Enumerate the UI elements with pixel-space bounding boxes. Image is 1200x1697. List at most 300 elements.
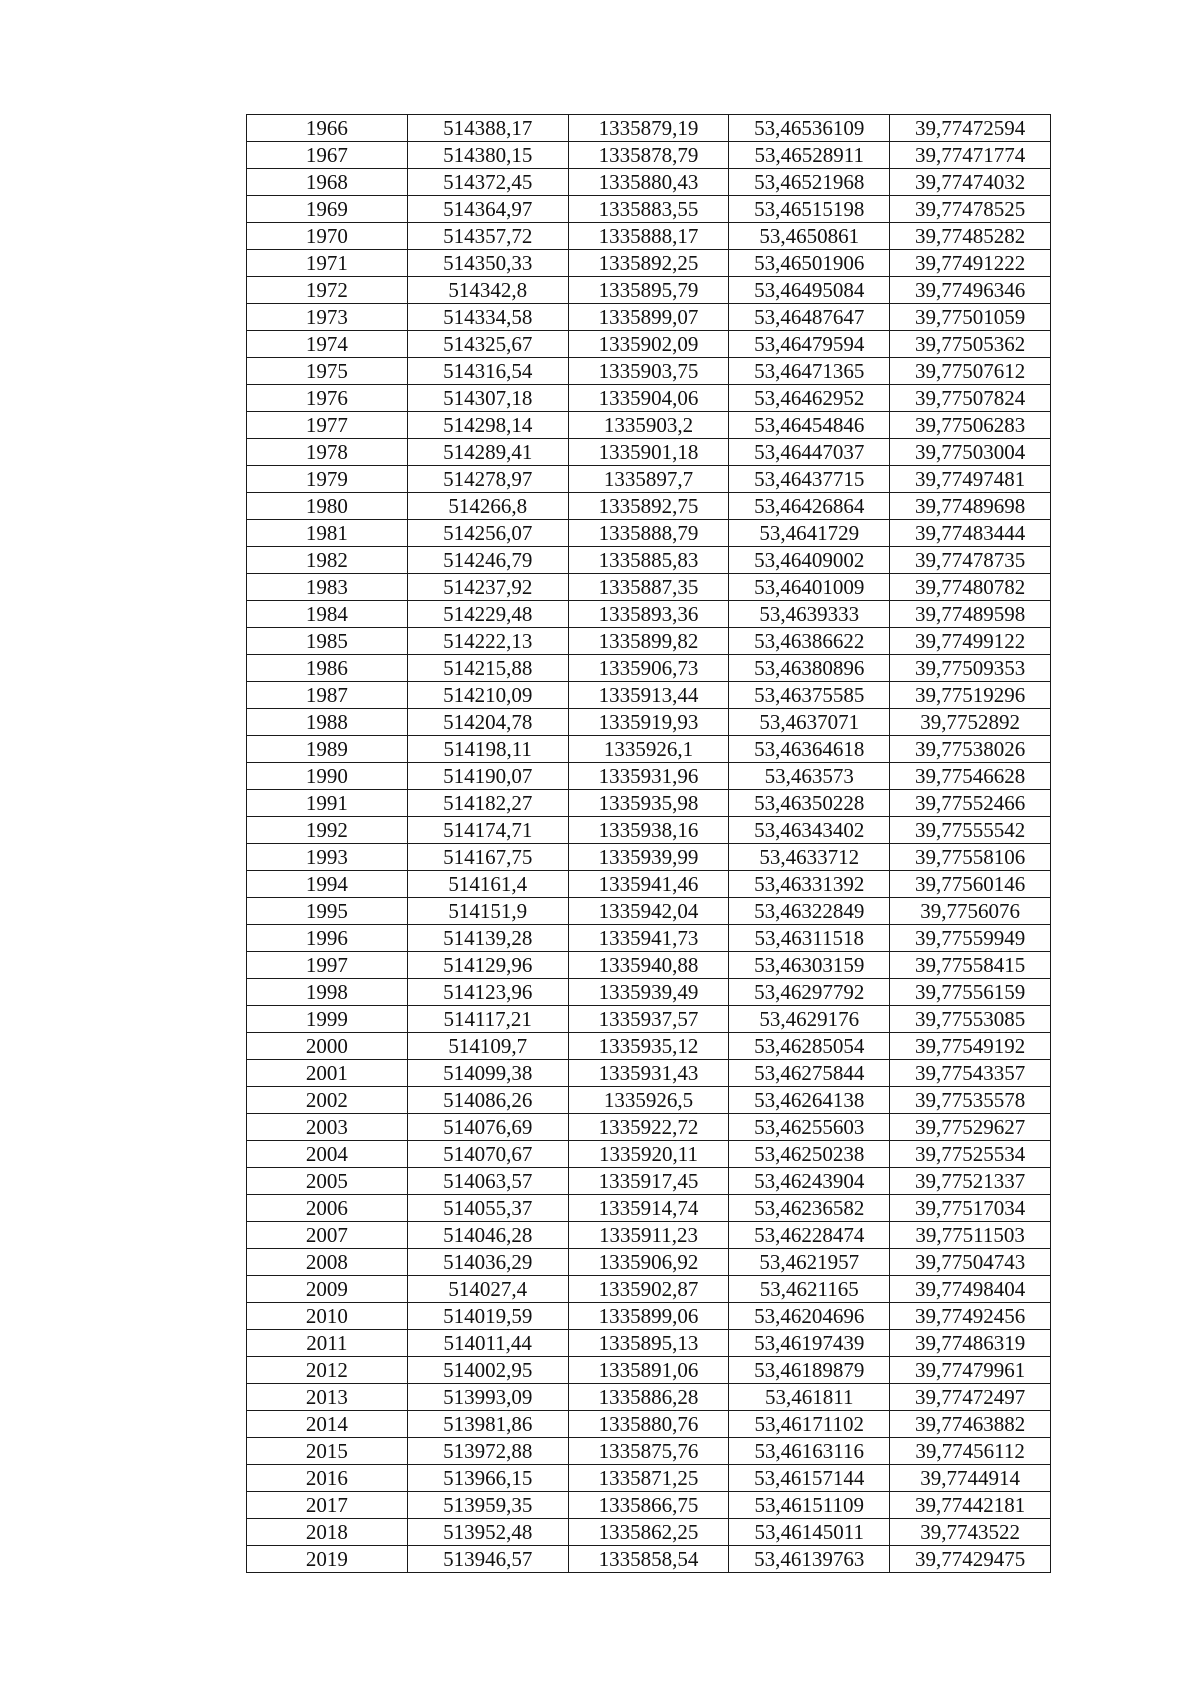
cell-point-number: 1971 <box>247 250 408 277</box>
table-row <box>247 331 1051 358</box>
cell-y: 1335904,06 <box>568 385 729 412</box>
cell-latitude: 53,46163116 <box>729 1438 890 1465</box>
cell-point-number: 1994 <box>247 871 408 898</box>
cell-longitude: 39,77479961 <box>890 1357 1051 1384</box>
table-row <box>247 1249 1051 1276</box>
cell-x: 514229,48 <box>407 601 568 628</box>
cell-y: 1335883,55 <box>568 196 729 223</box>
cell-point-number: 2015 <box>247 1438 408 1465</box>
cell-y: 1335906,73 <box>568 655 729 682</box>
cell-point-number: 2002 <box>247 1087 408 1114</box>
cell-point-number: 1977 <box>247 412 408 439</box>
cell-latitude: 53,46364618 <box>729 736 890 763</box>
cell-latitude: 53,46151109 <box>729 1492 890 1519</box>
cell-latitude: 53,46447037 <box>729 439 890 466</box>
cell-longitude: 39,77538026 <box>890 736 1051 763</box>
cell-x: 514364,97 <box>407 196 568 223</box>
cell-longitude: 39,77480782 <box>890 574 1051 601</box>
cell-x: 514298,14 <box>407 412 568 439</box>
cell-y: 1335917,45 <box>568 1168 729 1195</box>
cell-x: 514289,41 <box>407 439 568 466</box>
cell-x: 514161,4 <box>407 871 568 898</box>
cell-latitude: 53,46501906 <box>729 250 890 277</box>
cell-y: 1335880,43 <box>568 169 729 196</box>
cell-point-number: 1982 <box>247 547 408 574</box>
cell-point-number: 2014 <box>247 1411 408 1438</box>
cell-longitude: 39,77509353 <box>890 655 1051 682</box>
cell-latitude: 53,4650861 <box>729 223 890 250</box>
cell-x: 514019,59 <box>407 1303 568 1330</box>
cell-y: 1335913,44 <box>568 682 729 709</box>
cell-latitude: 53,463573 <box>729 763 890 790</box>
table-row <box>247 1195 1051 1222</box>
cell-latitude: 53,46437715 <box>729 466 890 493</box>
cell-latitude: 53,46375585 <box>729 682 890 709</box>
cell-y: 1335897,7 <box>568 466 729 493</box>
cell-y: 1335919,93 <box>568 709 729 736</box>
cell-latitude: 53,46303159 <box>729 952 890 979</box>
cell-longitude: 39,77535578 <box>890 1087 1051 1114</box>
cell-y: 1335914,74 <box>568 1195 729 1222</box>
cell-longitude: 39,77498404 <box>890 1276 1051 1303</box>
cell-y: 1335931,96 <box>568 763 729 790</box>
cell-latitude: 53,4637071 <box>729 709 890 736</box>
cell-y: 1335878,79 <box>568 142 729 169</box>
cell-x: 514086,26 <box>407 1087 568 1114</box>
cell-y: 1335891,06 <box>568 1357 729 1384</box>
cell-point-number: 1991 <box>247 790 408 817</box>
cell-point-number: 1969 <box>247 196 408 223</box>
cell-longitude: 39,77478735 <box>890 547 1051 574</box>
cell-longitude: 39,77558415 <box>890 952 1051 979</box>
table-row <box>247 1492 1051 1519</box>
cell-x: 514307,18 <box>407 385 568 412</box>
cell-latitude: 53,46331392 <box>729 871 890 898</box>
table-row <box>247 1087 1051 1114</box>
cell-point-number: 2001 <box>247 1060 408 1087</box>
cell-x: 514182,27 <box>407 790 568 817</box>
table-row <box>247 1006 1051 1033</box>
table-row <box>247 466 1051 493</box>
cell-latitude: 53,46380896 <box>729 655 890 682</box>
cell-longitude: 39,77501059 <box>890 304 1051 331</box>
cell-x: 514151,9 <box>407 898 568 925</box>
cell-point-number: 1970 <box>247 223 408 250</box>
table-row <box>247 952 1051 979</box>
table-row <box>247 979 1051 1006</box>
cell-point-number: 1984 <box>247 601 408 628</box>
cell-x: 514167,75 <box>407 844 568 871</box>
cell-y: 1335887,35 <box>568 574 729 601</box>
cell-y: 1335937,57 <box>568 1006 729 1033</box>
table-row <box>247 871 1051 898</box>
cell-latitude: 53,46197439 <box>729 1330 890 1357</box>
cell-x: 514070,67 <box>407 1141 568 1168</box>
cell-x: 514063,57 <box>407 1168 568 1195</box>
cell-x: 514316,54 <box>407 358 568 385</box>
cell-x: 514210,09 <box>407 682 568 709</box>
cell-latitude: 53,4633712 <box>729 844 890 871</box>
cell-latitude: 53,46401009 <box>729 574 890 601</box>
cell-latitude: 53,46236582 <box>729 1195 890 1222</box>
table-row <box>247 250 1051 277</box>
table-row <box>247 142 1051 169</box>
table-row <box>247 1276 1051 1303</box>
table-row <box>247 925 1051 952</box>
cell-y: 1335866,75 <box>568 1492 729 1519</box>
cell-x: 514266,8 <box>407 493 568 520</box>
table-row <box>247 1384 1051 1411</box>
table-row <box>247 439 1051 466</box>
cell-y: 1335893,36 <box>568 601 729 628</box>
cell-point-number: 2006 <box>247 1195 408 1222</box>
cell-longitude: 39,77478525 <box>890 196 1051 223</box>
cell-point-number: 1993 <box>247 844 408 871</box>
cell-y: 1335875,76 <box>568 1438 729 1465</box>
cell-point-number: 1978 <box>247 439 408 466</box>
cell-longitude: 39,77492456 <box>890 1303 1051 1330</box>
cell-latitude: 53,46515198 <box>729 196 890 223</box>
table-row <box>247 385 1051 412</box>
table-row <box>247 169 1051 196</box>
cell-longitude: 39,77503004 <box>890 439 1051 466</box>
cell-latitude: 53,4641729 <box>729 520 890 547</box>
table-row <box>247 223 1051 250</box>
cell-latitude: 53,46264138 <box>729 1087 890 1114</box>
cell-longitude: 39,77497481 <box>890 466 1051 493</box>
cell-latitude: 53,46275844 <box>729 1060 890 1087</box>
table-row <box>247 898 1051 925</box>
cell-y: 1335899,07 <box>568 304 729 331</box>
cell-y: 1335939,99 <box>568 844 729 871</box>
cell-latitude: 53,46462952 <box>729 385 890 412</box>
cell-longitude: 39,77504743 <box>890 1249 1051 1276</box>
cell-longitude: 39,77553085 <box>890 1006 1051 1033</box>
cell-latitude: 53,46297792 <box>729 979 890 1006</box>
cell-longitude: 39,77511503 <box>890 1222 1051 1249</box>
cell-latitude: 53,46386622 <box>729 628 890 655</box>
cell-point-number: 1972 <box>247 277 408 304</box>
cell-x: 514342,8 <box>407 277 568 304</box>
cell-point-number: 2013 <box>247 1384 408 1411</box>
table-row <box>247 1546 1051 1573</box>
table-row <box>247 817 1051 844</box>
table-row <box>247 736 1051 763</box>
cell-y: 1335895,13 <box>568 1330 729 1357</box>
table-row <box>247 1411 1051 1438</box>
cell-longitude: 39,77507824 <box>890 385 1051 412</box>
cell-x: 513952,48 <box>407 1519 568 1546</box>
cell-longitude: 39,77491222 <box>890 250 1051 277</box>
cell-x: 514036,29 <box>407 1249 568 1276</box>
cell-x: 514027,4 <box>407 1276 568 1303</box>
cell-point-number: 1966 <box>247 115 408 142</box>
table-row <box>247 115 1051 142</box>
cell-x: 514325,67 <box>407 331 568 358</box>
cell-latitude: 53,46487647 <box>729 304 890 331</box>
cell-latitude: 53,46528911 <box>729 142 890 169</box>
cell-x: 513993,09 <box>407 1384 568 1411</box>
cell-y: 1335941,73 <box>568 925 729 952</box>
cell-y: 1335862,25 <box>568 1519 729 1546</box>
cell-point-number: 2005 <box>247 1168 408 1195</box>
cell-x: 514350,33 <box>407 250 568 277</box>
cell-longitude: 39,77442181 <box>890 1492 1051 1519</box>
cell-x: 514109,7 <box>407 1033 568 1060</box>
table-row <box>247 709 1051 736</box>
table-row <box>247 1330 1051 1357</box>
table-row <box>247 1141 1051 1168</box>
cell-x: 514174,71 <box>407 817 568 844</box>
cell-y: 1335888,79 <box>568 520 729 547</box>
cell-point-number: 2012 <box>247 1357 408 1384</box>
cell-y: 1335886,28 <box>568 1384 729 1411</box>
cell-y: 1335922,72 <box>568 1114 729 1141</box>
cell-longitude: 39,77471774 <box>890 142 1051 169</box>
cell-point-number: 1990 <box>247 763 408 790</box>
table-row <box>247 196 1051 223</box>
cell-x: 514278,97 <box>407 466 568 493</box>
cell-longitude: 39,77472497 <box>890 1384 1051 1411</box>
table-row <box>247 412 1051 439</box>
cell-point-number: 2007 <box>247 1222 408 1249</box>
cell-longitude: 39,77489598 <box>890 601 1051 628</box>
cell-y: 1335935,98 <box>568 790 729 817</box>
cell-x: 514139,28 <box>407 925 568 952</box>
cell-longitude: 39,77489698 <box>890 493 1051 520</box>
cell-x: 514215,88 <box>407 655 568 682</box>
cell-point-number: 2009 <box>247 1276 408 1303</box>
cell-point-number: 1992 <box>247 817 408 844</box>
table-row <box>247 763 1051 790</box>
cell-point-number: 2016 <box>247 1465 408 1492</box>
cell-longitude: 39,77483444 <box>890 520 1051 547</box>
cell-latitude: 53,46409002 <box>729 547 890 574</box>
cell-latitude: 53,4621165 <box>729 1276 890 1303</box>
cell-longitude: 39,7743522 <box>890 1519 1051 1546</box>
cell-y: 1335931,43 <box>568 1060 729 1087</box>
cell-x: 514046,28 <box>407 1222 568 1249</box>
table-row <box>247 1438 1051 1465</box>
cell-x: 514246,79 <box>407 547 568 574</box>
cell-point-number: 1975 <box>247 358 408 385</box>
cell-longitude: 39,7752892 <box>890 709 1051 736</box>
cell-x: 513972,88 <box>407 1438 568 1465</box>
cell-y: 1335902,87 <box>568 1276 729 1303</box>
table-row <box>247 547 1051 574</box>
cell-y: 1335906,92 <box>568 1249 729 1276</box>
cell-longitude: 39,77519296 <box>890 682 1051 709</box>
table-row <box>247 574 1051 601</box>
table-row <box>247 1465 1051 1492</box>
cell-x: 513959,35 <box>407 1492 568 1519</box>
cell-point-number: 1995 <box>247 898 408 925</box>
cell-latitude: 53,4621957 <box>729 1249 890 1276</box>
table-row <box>247 682 1051 709</box>
cell-x: 514388,17 <box>407 115 568 142</box>
table-row <box>247 1168 1051 1195</box>
cell-latitude: 53,46479594 <box>729 331 890 358</box>
table-row <box>247 628 1051 655</box>
cell-y: 1335926,5 <box>568 1087 729 1114</box>
cell-point-number: 1983 <box>247 574 408 601</box>
cell-x: 514117,21 <box>407 1006 568 1033</box>
cell-point-number: 1967 <box>247 142 408 169</box>
cell-y: 1335888,17 <box>568 223 729 250</box>
table-row <box>247 520 1051 547</box>
table-row <box>247 1303 1051 1330</box>
cell-y: 1335895,79 <box>568 277 729 304</box>
cell-y: 1335892,75 <box>568 493 729 520</box>
cell-latitude: 53,46495084 <box>729 277 890 304</box>
table-row <box>247 358 1051 385</box>
cell-latitude: 53,4629176 <box>729 1006 890 1033</box>
cell-y: 1335885,83 <box>568 547 729 574</box>
cell-x: 514198,11 <box>407 736 568 763</box>
cell-longitude: 39,77505362 <box>890 331 1051 358</box>
cell-point-number: 1988 <box>247 709 408 736</box>
cell-y: 1335901,18 <box>568 439 729 466</box>
cell-latitude: 53,46189879 <box>729 1357 890 1384</box>
cell-point-number: 1986 <box>247 655 408 682</box>
cell-y: 1335938,16 <box>568 817 729 844</box>
cell-y: 1335926,1 <box>568 736 729 763</box>
table-row <box>247 655 1051 682</box>
cell-x: 513981,86 <box>407 1411 568 1438</box>
cell-longitude: 39,77549192 <box>890 1033 1051 1060</box>
cell-longitude: 39,77517034 <box>890 1195 1051 1222</box>
cell-y: 1335903,75 <box>568 358 729 385</box>
cell-longitude: 39,77474032 <box>890 169 1051 196</box>
cell-y: 1335920,11 <box>568 1141 729 1168</box>
cell-latitude: 53,46350228 <box>729 790 890 817</box>
cell-x: 514222,13 <box>407 628 568 655</box>
table-row <box>247 1060 1051 1087</box>
table-row <box>247 1519 1051 1546</box>
cell-longitude: 39,77499122 <box>890 628 1051 655</box>
cell-point-number: 1973 <box>247 304 408 331</box>
cell-longitude: 39,77555542 <box>890 817 1051 844</box>
cell-latitude: 53,46454846 <box>729 412 890 439</box>
cell-latitude: 53,46171102 <box>729 1411 890 1438</box>
cell-longitude: 39,77521337 <box>890 1168 1051 1195</box>
cell-latitude: 53,46311518 <box>729 925 890 952</box>
cell-point-number: 1981 <box>247 520 408 547</box>
cell-x: 514334,58 <box>407 304 568 331</box>
cell-point-number: 1976 <box>247 385 408 412</box>
cell-x: 514190,07 <box>407 763 568 790</box>
table-row <box>247 493 1051 520</box>
cell-point-number: 1989 <box>247 736 408 763</box>
cell-latitude: 53,46243904 <box>729 1168 890 1195</box>
cell-point-number: 2017 <box>247 1492 408 1519</box>
cell-y: 1335935,12 <box>568 1033 729 1060</box>
cell-point-number: 1974 <box>247 331 408 358</box>
cell-latitude: 53,46426864 <box>729 493 890 520</box>
cell-y: 1335942,04 <box>568 898 729 925</box>
table-row <box>247 304 1051 331</box>
cell-point-number: 1979 <box>247 466 408 493</box>
cell-point-number: 2003 <box>247 1114 408 1141</box>
cell-point-number: 2000 <box>247 1033 408 1060</box>
cell-latitude: 53,4639333 <box>729 601 890 628</box>
cell-latitude: 53,46521968 <box>729 169 890 196</box>
cell-point-number: 1968 <box>247 169 408 196</box>
cell-y: 1335899,06 <box>568 1303 729 1330</box>
cell-x: 514372,45 <box>407 169 568 196</box>
cell-y: 1335902,09 <box>568 331 729 358</box>
cell-x: 514055,37 <box>407 1195 568 1222</box>
cell-latitude: 53,46322849 <box>729 898 890 925</box>
cell-x: 514256,07 <box>407 520 568 547</box>
cell-x: 514129,96 <box>407 952 568 979</box>
cell-latitude: 53,46145011 <box>729 1519 890 1546</box>
cell-point-number: 1985 <box>247 628 408 655</box>
cell-point-number: 2004 <box>247 1141 408 1168</box>
table-row <box>247 1033 1051 1060</box>
cell-longitude: 39,77507612 <box>890 358 1051 385</box>
cell-longitude: 39,77529627 <box>890 1114 1051 1141</box>
cell-longitude: 39,77552466 <box>890 790 1051 817</box>
cell-x: 513946,57 <box>407 1546 568 1573</box>
cell-longitude: 39,77506283 <box>890 412 1051 439</box>
cell-latitude: 53,46285054 <box>729 1033 890 1060</box>
cell-x: 513966,15 <box>407 1465 568 1492</box>
cell-y: 1335892,25 <box>568 250 729 277</box>
cell-latitude: 53,46471365 <box>729 358 890 385</box>
cell-point-number: 1987 <box>247 682 408 709</box>
table-row <box>247 844 1051 871</box>
cell-x: 514076,69 <box>407 1114 568 1141</box>
cell-longitude: 39,77556159 <box>890 979 1051 1006</box>
cell-latitude: 53,46250238 <box>729 1141 890 1168</box>
cell-x: 514204,78 <box>407 709 568 736</box>
cell-longitude: 39,7756076 <box>890 898 1051 925</box>
cell-longitude: 39,77546628 <box>890 763 1051 790</box>
cell-point-number: 2018 <box>247 1519 408 1546</box>
table-row <box>247 1222 1051 1249</box>
cell-longitude: 39,77429475 <box>890 1546 1051 1573</box>
cell-latitude: 53,46536109 <box>729 115 890 142</box>
cell-longitude: 39,77486319 <box>890 1330 1051 1357</box>
cell-y: 1335903,2 <box>568 412 729 439</box>
cell-longitude: 39,77558106 <box>890 844 1051 871</box>
cell-y: 1335939,49 <box>568 979 729 1006</box>
cell-longitude: 39,77463882 <box>890 1411 1051 1438</box>
table-row <box>247 1357 1051 1384</box>
cell-latitude: 53,46343402 <box>729 817 890 844</box>
cell-latitude: 53,46228474 <box>729 1222 890 1249</box>
cell-longitude: 39,7744914 <box>890 1465 1051 1492</box>
cell-point-number: 2008 <box>247 1249 408 1276</box>
cell-point-number: 2019 <box>247 1546 408 1573</box>
cell-point-number: 1997 <box>247 952 408 979</box>
cell-y: 1335911,23 <box>568 1222 729 1249</box>
cell-x: 514357,72 <box>407 223 568 250</box>
cell-x: 514002,95 <box>407 1357 568 1384</box>
cell-y: 1335940,88 <box>568 952 729 979</box>
cell-latitude: 53,46157144 <box>729 1465 890 1492</box>
cell-point-number: 1980 <box>247 493 408 520</box>
table-row <box>247 601 1051 628</box>
cell-x: 514237,92 <box>407 574 568 601</box>
cell-latitude: 53,461811 <box>729 1384 890 1411</box>
table-row <box>247 790 1051 817</box>
cell-x: 514380,15 <box>407 142 568 169</box>
cell-longitude: 39,77560146 <box>890 871 1051 898</box>
cell-y: 1335941,46 <box>568 871 729 898</box>
cell-point-number: 1996 <box>247 925 408 952</box>
